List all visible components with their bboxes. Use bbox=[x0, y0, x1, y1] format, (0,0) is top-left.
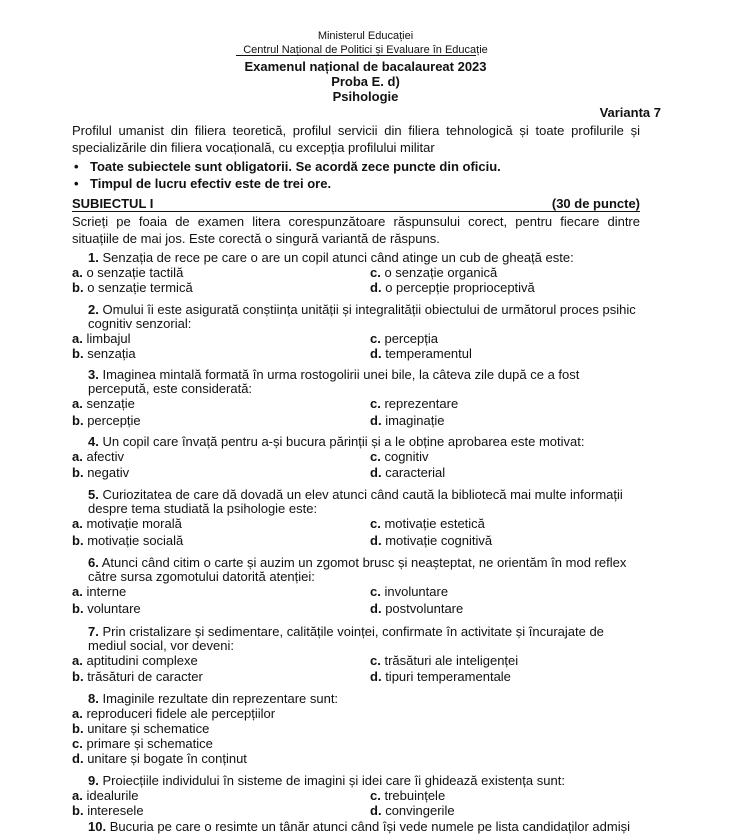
question-text: Un copil care învață pentru a-și bucura părinții și a le obține aprobarea este motivat: bbox=[102, 434, 585, 449]
option-letter: c. bbox=[72, 736, 83, 751]
option-text: motivație estetică bbox=[384, 516, 485, 531]
instructions: Scrieți pe foaia de examen litera corespunzătoare răspunsului corect, pentru fiecare dintre situațiile de mai jos. Este corectă o singură variantă de răspuns. bbox=[72, 214, 640, 246]
question-5 bbox=[88, 487, 640, 502]
rule-text: Timpul de lucru efectiv este de trei ore. bbox=[90, 176, 332, 191]
option-letter: c. bbox=[370, 516, 381, 531]
option bbox=[370, 584, 448, 599]
question-9 bbox=[88, 773, 640, 788]
option bbox=[72, 751, 247, 766]
question-number: 3. bbox=[88, 367, 99, 382]
option-letter: d. bbox=[370, 413, 382, 428]
option-text: motivație cognitivă bbox=[385, 533, 493, 548]
option-text: trebuințele bbox=[384, 788, 446, 803]
option-letter: c. bbox=[370, 396, 381, 411]
question-text: Proiecțiile individului în sisteme de imagini și idei care îi ghidează existența sunt: bbox=[102, 773, 565, 788]
option-letter: d. bbox=[72, 751, 84, 766]
question-4 bbox=[88, 434, 640, 449]
option-letter: c. bbox=[370, 653, 381, 668]
option bbox=[72, 736, 213, 751]
option-text: motivație morală bbox=[86, 516, 182, 531]
option bbox=[72, 413, 141, 428]
question-7 bbox=[88, 624, 640, 639]
option-letter: b. bbox=[72, 803, 84, 818]
option bbox=[370, 396, 458, 411]
option-text: motivație socială bbox=[87, 533, 184, 548]
question-6 bbox=[88, 555, 640, 570]
ministry-name: Ministerul Educației bbox=[317, 30, 414, 42]
option-text: limbajul bbox=[86, 331, 131, 346]
option-letter: a. bbox=[72, 331, 83, 346]
option-letter: b. bbox=[72, 721, 84, 736]
option bbox=[72, 280, 193, 295]
option-text: imaginație bbox=[385, 413, 445, 428]
option-text: caracterial bbox=[385, 465, 446, 480]
question-number: 8. bbox=[88, 691, 99, 706]
question-number: 10. bbox=[88, 819, 107, 834]
question-2-cont: cognitiv senzorial: bbox=[88, 316, 192, 331]
option-letter: a. bbox=[72, 788, 83, 803]
option-letter: b. bbox=[72, 413, 84, 428]
option-letter: d. bbox=[370, 346, 382, 361]
option-text: cognitiv bbox=[384, 449, 429, 464]
question-8 bbox=[88, 691, 640, 706]
option bbox=[72, 669, 203, 684]
bullet-icon: • bbox=[74, 176, 79, 191]
option-text: unitare și schematice bbox=[87, 721, 210, 736]
option-letter: a. bbox=[72, 706, 83, 721]
question-number: 6. bbox=[88, 555, 99, 570]
option-letter: a. bbox=[72, 265, 83, 280]
option-text: o senzație organică bbox=[384, 265, 498, 280]
option bbox=[370, 280, 535, 295]
option bbox=[72, 788, 139, 803]
option-text: percepție bbox=[87, 413, 141, 428]
option bbox=[72, 653, 198, 668]
option-text: involuntare bbox=[384, 584, 449, 599]
option-letter: c. bbox=[370, 449, 381, 464]
question-2 bbox=[88, 302, 640, 317]
option bbox=[72, 533, 183, 548]
option-text: aptitudini complexe bbox=[86, 653, 198, 668]
question-number: 9. bbox=[88, 773, 99, 788]
option bbox=[72, 331, 131, 346]
option bbox=[370, 601, 463, 616]
question-text: Senzația de rece pe care o are un copil atunci când atinge un cub de gheață este: bbox=[102, 250, 574, 265]
profile-intro: Profilul umanist din filiera teoretică, profilul servicii din filiera tehnologică și toate profilurile și specializările din filiera vocațională, cu excepția profilului militar bbox=[72, 123, 640, 155]
option bbox=[72, 584, 126, 599]
option bbox=[72, 721, 209, 736]
option bbox=[370, 346, 472, 361]
option bbox=[370, 803, 455, 818]
question-text: Prin cristalizare și sedimentare, calitățile voinței, confirmate în activitate și încurajate de bbox=[102, 624, 604, 639]
option-text: reproduceri fidele ale percepțiilor bbox=[86, 706, 276, 721]
option bbox=[370, 413, 444, 428]
question-text: Curiozitatea de care dă dovadă un elev atunci când caută la bibliotecă mai multe informații bbox=[102, 487, 623, 502]
option-letter: a. bbox=[72, 396, 83, 411]
option-letter: c. bbox=[370, 788, 381, 803]
option-letter: b. bbox=[72, 669, 84, 684]
option bbox=[72, 465, 129, 480]
question-number: 7. bbox=[88, 624, 99, 639]
variant-label: Varianta 7 bbox=[599, 105, 661, 120]
option-text: tipuri temperamentale bbox=[385, 669, 511, 684]
option-text: reprezentare bbox=[384, 396, 459, 411]
option bbox=[72, 265, 183, 280]
exam-proba: Proba E. d) bbox=[331, 74, 400, 89]
option bbox=[370, 669, 511, 684]
option-text: convingerile bbox=[385, 803, 455, 818]
center-name: Centrul Național de Politici și Evaluare în Educație bbox=[243, 44, 488, 56]
question-number: 1. bbox=[88, 250, 99, 265]
option-text: o percepție proprioceptivă bbox=[385, 280, 535, 295]
question-number: 2. bbox=[88, 302, 99, 317]
question-text: Atunci când citim o carte și auzim un zgomot brusc și neașteptat, ne orientăm în mod reflex bbox=[101, 555, 627, 570]
option bbox=[72, 706, 275, 721]
option-letter: c. bbox=[370, 584, 381, 599]
option-text: afectiv bbox=[86, 449, 125, 464]
option-letter: a. bbox=[72, 516, 83, 531]
option-letter: b. bbox=[72, 533, 84, 548]
question-text: Bucuria pe care o resimte un tânăr atunci când își vede numele pe lista candidaților admiși bbox=[109, 819, 630, 834]
option-text: o senzație tactilă bbox=[86, 265, 184, 280]
bullet-icon: • bbox=[74, 159, 79, 174]
option bbox=[370, 653, 518, 668]
question-text: Omului îi este asigurată conștiința unității și integralității obiectului de următorul proces psihic bbox=[102, 302, 636, 317]
option-text: percepția bbox=[384, 331, 438, 346]
option-letter: d. bbox=[370, 280, 382, 295]
option-letter: d. bbox=[370, 465, 382, 480]
option bbox=[370, 788, 445, 803]
exam-subject: Psihologie bbox=[332, 89, 399, 104]
rule-text: Toate subiectele sunt obligatorii. Se acordă zece puncte din oficiu. bbox=[90, 159, 501, 174]
section-title: SUBIECTUL I bbox=[72, 196, 154, 211]
question-number: 4. bbox=[88, 434, 99, 449]
section-heading bbox=[72, 196, 640, 212]
option-letter: a. bbox=[72, 584, 83, 599]
option-letter: b. bbox=[72, 280, 84, 295]
header-underline bbox=[236, 44, 476, 56]
option-letter: b. bbox=[72, 465, 84, 480]
option-text: primare și schematice bbox=[86, 736, 213, 751]
option-letter: c. bbox=[370, 265, 381, 280]
option-text: voluntare bbox=[87, 601, 141, 616]
option-text: idealurile bbox=[86, 788, 139, 803]
rule-bullet bbox=[74, 158, 501, 175]
option-text: interne bbox=[86, 584, 127, 599]
option-text: trăsături de caracter bbox=[87, 669, 203, 684]
option-text: postvoluntare bbox=[385, 601, 464, 616]
question-number: 5. bbox=[88, 487, 99, 502]
option-letter: d. bbox=[370, 803, 382, 818]
option-text: o senzație termică bbox=[87, 280, 193, 295]
question-3 bbox=[88, 367, 640, 382]
exam-title: Examenul național de bacalaureat 2023 bbox=[244, 59, 487, 74]
rule-bullet bbox=[74, 175, 331, 192]
option bbox=[72, 601, 141, 616]
section-points: (30 de puncte) bbox=[551, 196, 640, 211]
option bbox=[72, 449, 124, 464]
option bbox=[72, 396, 135, 411]
question-3-cont: percepută, este considerată: bbox=[88, 381, 253, 396]
option-text: interesele bbox=[87, 803, 144, 818]
option bbox=[370, 265, 497, 280]
question-5-cont: despre tema studiată la psihologie este: bbox=[88, 501, 318, 516]
option bbox=[370, 449, 429, 464]
option-letter: d. bbox=[370, 533, 382, 548]
option bbox=[370, 516, 485, 531]
option-letter: a. bbox=[72, 449, 83, 464]
option bbox=[370, 465, 445, 480]
option-letter: b. bbox=[72, 346, 84, 361]
option-text: senzație bbox=[86, 396, 135, 411]
question-10 bbox=[88, 819, 640, 834]
option-letter: c. bbox=[370, 331, 381, 346]
option bbox=[370, 533, 492, 548]
option-text: senzația bbox=[87, 346, 136, 361]
option-text: trăsături ale inteligenței bbox=[384, 653, 519, 668]
option-letter: b. bbox=[72, 601, 84, 616]
option bbox=[370, 331, 438, 346]
question-text: Imaginea mintală formată în urma rostogolirii unei bile, la câteva zile după ce a fost bbox=[102, 367, 580, 382]
option-letter: a. bbox=[72, 653, 83, 668]
option-text: negativ bbox=[87, 465, 130, 480]
question-1 bbox=[88, 250, 640, 265]
question-text: Imaginile rezultate din reprezentare sunt: bbox=[102, 691, 339, 706]
option-text: unitare și bogate în conținut bbox=[87, 751, 247, 766]
question-7-cont: mediul social, vor deveni: bbox=[88, 638, 234, 653]
option-letter: d. bbox=[370, 669, 382, 684]
question-6-cont: către sursa zgomotului datorită atenției: bbox=[88, 569, 315, 584]
option bbox=[72, 516, 182, 531]
option bbox=[72, 346, 136, 361]
option bbox=[72, 803, 144, 818]
option-letter: d. bbox=[370, 601, 382, 616]
option-text: temperamentul bbox=[385, 346, 472, 361]
